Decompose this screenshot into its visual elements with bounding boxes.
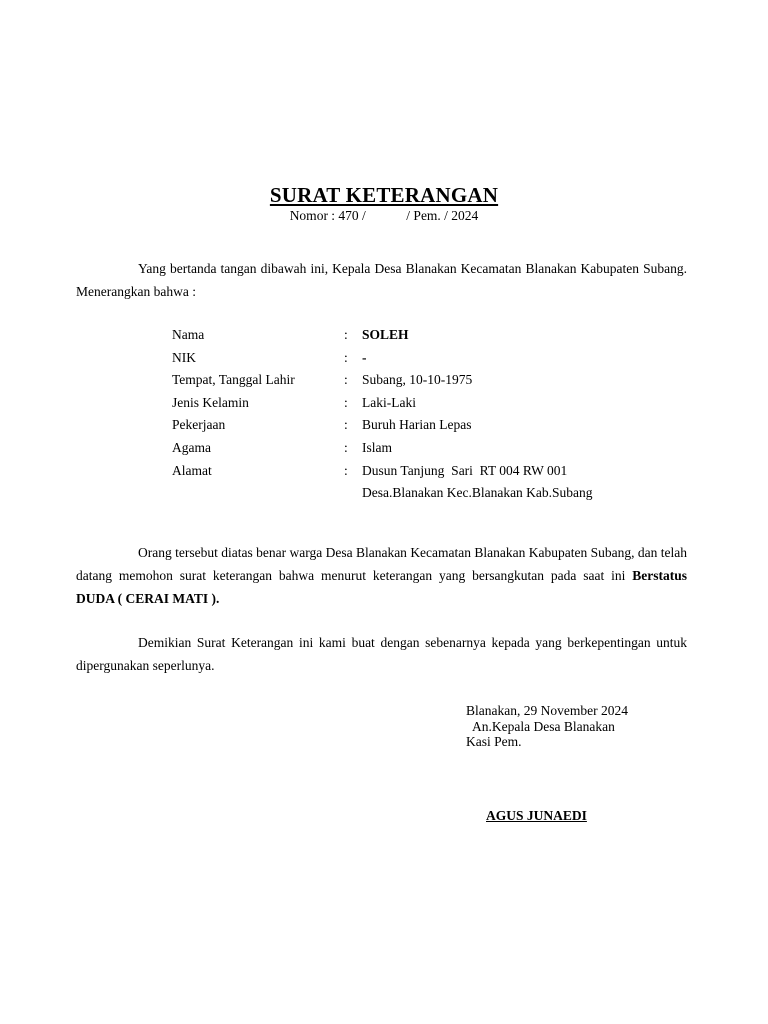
document-title: SURAT KETERANGAN bbox=[269, 183, 499, 207]
field-colon: : bbox=[344, 417, 348, 433]
field-value-ttl: Subang, 10-10-1975 bbox=[362, 372, 473, 388]
closing-text: Demikian Surat Keterangan ini kami buat dengan sebenarnya kepada yang berkepentingan untuk dipergunakan seperlunya. bbox=[76, 635, 687, 673]
field-label: Tempat, Tanggal Lahir bbox=[172, 372, 295, 388]
field-value-alamat-cont: Desa.Blanakan Kec.Blanakan Kab.Subang bbox=[362, 485, 593, 501]
marital-status: Berstatus DUDA ( CERAI MATI ). bbox=[76, 568, 687, 606]
field-colon: : bbox=[344, 349, 348, 365]
field-colon: : bbox=[344, 394, 348, 410]
field-label: Jenis Kelamin bbox=[172, 394, 249, 410]
field-value-pekerjaan: Buruh Harian Lepas bbox=[362, 417, 472, 433]
field-label: Agama bbox=[172, 439, 211, 455]
signer-role: Kasi Pem. bbox=[466, 734, 522, 749]
field-colon: : bbox=[344, 439, 348, 455]
statement-text: Orang tersebut diatas benar warga Desa Blanakan Kecamatan Blanakan Kabupaten Subang, dan telah datang memohon surat keterangan bahwa menurut keterangan yang bersangkutan pada saat ini bbox=[76, 545, 687, 583]
signer-name: AGUS JUNAEDI bbox=[486, 808, 587, 823]
intro-text: Yang bertanda tangan dibawah ini, Kepala Desa Blanakan Kecamatan Blanakan Kabupaten Subang. Menerangkan bahwa : bbox=[76, 261, 687, 299]
signer-position: An.Kepala Desa Blanakan bbox=[466, 718, 615, 734]
field-colon: : bbox=[344, 327, 348, 342]
intro-paragraph bbox=[76, 257, 687, 303]
place-date: Blanakan, 29 November 2024 bbox=[466, 703, 628, 718]
field-value-agama: Islam bbox=[362, 439, 392, 455]
signature-block bbox=[466, 703, 628, 750]
field-value-alamat: Dusun Tanjung Sari RT 004 RW 001 bbox=[362, 462, 568, 478]
document-number: Nomor : 470 / / Pem. / 2024 bbox=[289, 208, 479, 223]
field-value-nik: - bbox=[362, 349, 367, 365]
field-value-nama: SOLEH bbox=[362, 327, 409, 342]
field-label: Pekerjaan bbox=[172, 417, 226, 433]
field-colon: : bbox=[344, 372, 348, 388]
field-label: NIK bbox=[172, 349, 196, 365]
field-colon: : bbox=[344, 462, 348, 478]
closing-paragraph bbox=[76, 631, 687, 677]
field-label: Alamat bbox=[172, 462, 212, 478]
field-value-jenis-kelamin: Laki-Laki bbox=[362, 394, 416, 410]
statement-paragraph bbox=[76, 541, 687, 610]
field-label: Nama bbox=[172, 327, 205, 342]
